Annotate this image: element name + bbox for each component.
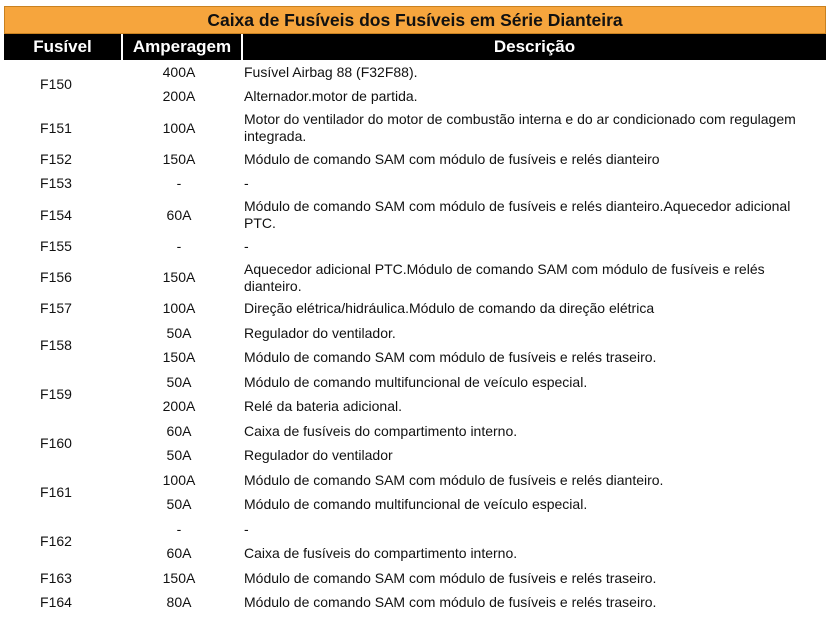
amperage-cell: 150A [162, 349, 196, 366]
amperage-cell: 150A [162, 150, 196, 167]
fuse-cell: F162 [40, 533, 72, 549]
fuse-cell: F150 [40, 76, 72, 92]
amperage-cell: 200A [162, 398, 196, 415]
fuse-cell: F151 [40, 119, 72, 136]
table-row [4, 346, 826, 371]
fuse-cell: F158 [40, 337, 72, 353]
table-row [4, 444, 826, 469]
amperage-cell: 50A [166, 373, 192, 390]
table-row [4, 468, 826, 493]
table-row [4, 60, 826, 85]
table-title: Caixa de Fusíveis dos Fusíveis em Série Dianteira [4, 6, 826, 34]
description-cell: Módulo de comando SAM com módulo de fusíveis e relés dianteiro.Aquecedor adicional PTC. [244, 198, 791, 231]
table-row [4, 147, 826, 172]
fuse-cell: F161 [40, 484, 72, 500]
amperage-cell: 60A [166, 206, 192, 223]
description-cell: - [244, 520, 249, 537]
table-row [4, 259, 826, 297]
description-cell: Caixa de fusíveis do compartimento interno. [244, 422, 518, 439]
header-amperage: Amperagem [122, 34, 242, 60]
description-cell: Regulador do ventilador [244, 447, 393, 464]
description-cell: Módulo de comando multifuncional de veículo especial. [244, 373, 588, 390]
description-cell: Módulo de comando SAM com módulo de fusíveis e relés traseiro. [244, 594, 657, 611]
table-row [4, 395, 826, 420]
amperage-cell: 60A [166, 545, 192, 562]
description-cell: Módulo de comando SAM com módulo de fusíveis e relés traseiro. [244, 569, 657, 586]
description-cell: Direção elétrica/hidráulica.Módulo de comando da direção elétrica [244, 300, 655, 317]
fuse-cell: F157 [40, 300, 72, 317]
amperage-cell: 50A [166, 324, 192, 341]
amperage-cell: 100A [162, 119, 196, 136]
table-row [4, 196, 826, 234]
table-row [4, 321, 826, 346]
fuse-cell: F152 [40, 150, 72, 167]
fuse-cell: F153 [40, 175, 72, 192]
amperage-cell: 60A [166, 422, 192, 439]
header-row [4, 34, 826, 60]
amperage-cell: 50A [166, 496, 192, 513]
description-cell: Fusível Airbag 88 (F32F88). [244, 63, 418, 80]
table-row [4, 591, 826, 616]
table-row [4, 493, 826, 518]
fuse-table-container [4, 6, 826, 615]
description-cell: Motor do ventilador do motor de combustão interna e do ar condicionado com regulagem integrada. [244, 111, 796, 144]
fuse-cell: F164 [40, 594, 72, 611]
amperage-cell: 50A [166, 447, 192, 464]
description-cell: Relé da bateria adicional. [244, 398, 402, 415]
amperage-cell: - [176, 520, 182, 537]
description-cell: Regulador do ventilador. [244, 324, 396, 341]
table-row [4, 542, 826, 567]
amperage-cell: 150A [162, 569, 196, 586]
fuse-cell: F155 [40, 237, 72, 254]
description-cell: - [244, 237, 249, 254]
table-row [4, 517, 826, 542]
description-cell: Aquecedor adicional PTC.Módulo de comando SAM com módulo de fusíveis e relés dianteiro. [244, 260, 765, 294]
fuse-cell: F160 [40, 435, 72, 451]
table-row [4, 370, 826, 395]
fuse-cell: F163 [40, 569, 72, 586]
table-row [4, 419, 826, 444]
amperage-cell: 80A [166, 594, 192, 611]
amperage-cell: 400A [162, 63, 196, 80]
table-row [4, 85, 826, 110]
description-cell: Módulo de comando SAM com módulo de fusíveis e relés dianteiro [244, 150, 660, 167]
fuse-cell: F154 [40, 206, 72, 223]
amperage-cell: - [176, 237, 182, 254]
table-row [4, 566, 826, 591]
amperage-cell: 150A [162, 269, 196, 285]
fuse-cell: F159 [40, 386, 72, 402]
amperage-cell: 100A [162, 471, 196, 488]
table-row [4, 109, 826, 147]
table-row [4, 172, 826, 197]
description-cell: Módulo de comando multifuncional de veículo especial. [244, 496, 588, 513]
table-row [4, 234, 826, 259]
amperage-cell: - [176, 175, 182, 192]
amperage-cell: 200A [162, 88, 196, 105]
fuse-table [4, 34, 826, 615]
description-cell: - [244, 175, 249, 192]
header-fuse: Fusível [4, 34, 122, 60]
description-cell: Alternador.motor de partida. [244, 88, 418, 105]
description-cell: Módulo de comando SAM com módulo de fusíveis e relés traseiro. [244, 349, 657, 366]
table-row [4, 297, 826, 322]
description-cell: Caixa de fusíveis do compartimento interno. [244, 545, 518, 562]
header-description: Descrição [242, 34, 826, 60]
amperage-cell: 100A [162, 300, 196, 317]
description-cell: Módulo de comando SAM com módulo de fusíveis e relés dianteiro. [244, 471, 664, 488]
fuse-cell: F156 [40, 269, 72, 285]
